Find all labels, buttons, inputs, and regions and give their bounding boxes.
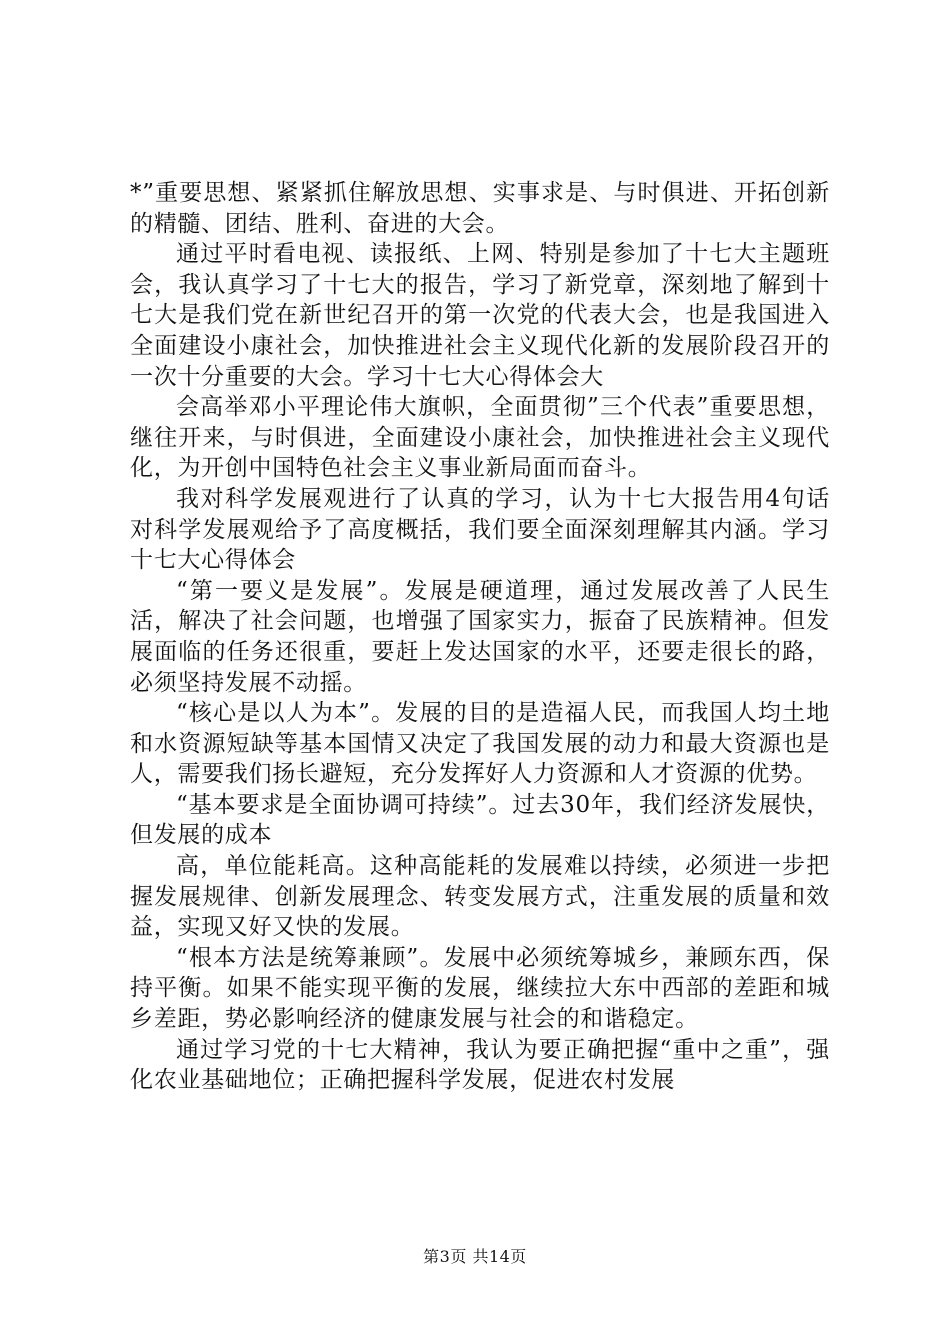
paragraph-9: “根本方法是统筹兼顾”。发展中必须统筹城乡，兼顾东西，保持平衡。如果不能实现平衡的发展，继续拉大东中西部的差距和城乡差距，势必影响经济的健康发展与社会的和谐稳定。	[130, 944, 830, 1033]
paragraph-4: 我对科学发展观进行了认真的学习，认为十七大报告用4句话对科学发展观给予了高度概括，我们要全面深刻理解其内涵。学习十七大心得体会	[130, 485, 830, 574]
page-number-footer: 第3页 共14页	[423, 1247, 527, 1266]
paragraph-5: “第一要义是发展”。发展是硬道理，通过发展改善了人民生活，解决了社会问题，也增强了国家实力，振奋了民族精神。但发展面临的任务还很重，要赶上发达国家的水平，还要走很长的路，必须坚持发展不动摇。	[130, 577, 830, 696]
paragraph-8: 高，单位能耗高。这种高能耗的发展难以持续，必须进一步把握发展规律、创新发展理念、转变发展方式，注重发展的质量和效益，实现又好又快的发展。	[130, 853, 830, 941]
paragraph-7: “基本要求是全面协调可持续”。过去30年，我们经济发展快，但发展的成本	[130, 791, 830, 849]
paragraph-2: 通过平时看电视、读报纸、上网、特别是参加了十七大主题班会，我认真学习了十七大的报告，学习了新党章，深刻地了解到十七大是我们党在新世纪召开的第一次党的代表大会，也是我国进入全面建设小康社会，加快推进社会主义现代化新的发展阶段召开的一次十分重要的大会。学习十七大心得体会大	[130, 241, 830, 390]
paragraph-1: *”重要思想、紧紧抓住解放思想、实事求是、与时俱进、开拓创新的精髓、团结、胜利、奋进的大会。	[130, 180, 830, 237]
paragraph-10: 通过学习党的十七大精神，我认为要正确把握“重中之重”，强化农业基础地位；正确把握科学发展，促进农村发展	[130, 1036, 830, 1094]
document-body	[130, 178, 830, 1096]
paragraph-6: “核心是以人为本”。发展的目的是造福人民，而我国人均土地和水资源短缺等基本国情又决定了我国发展的动力和最大资源也是人，需要我们扬长避短，充分发挥好人力资源和人才资源的优势。	[130, 700, 830, 788]
paragraph-3: 会高举邓小平理论伟大旗帜，全面贯彻”三个代表”重要思想，继往开来，与时俱进，全面建设小康社会，加快推进社会主义现代化，为开创中国特色社会主义事业新局面而奋斗。	[130, 394, 830, 482]
